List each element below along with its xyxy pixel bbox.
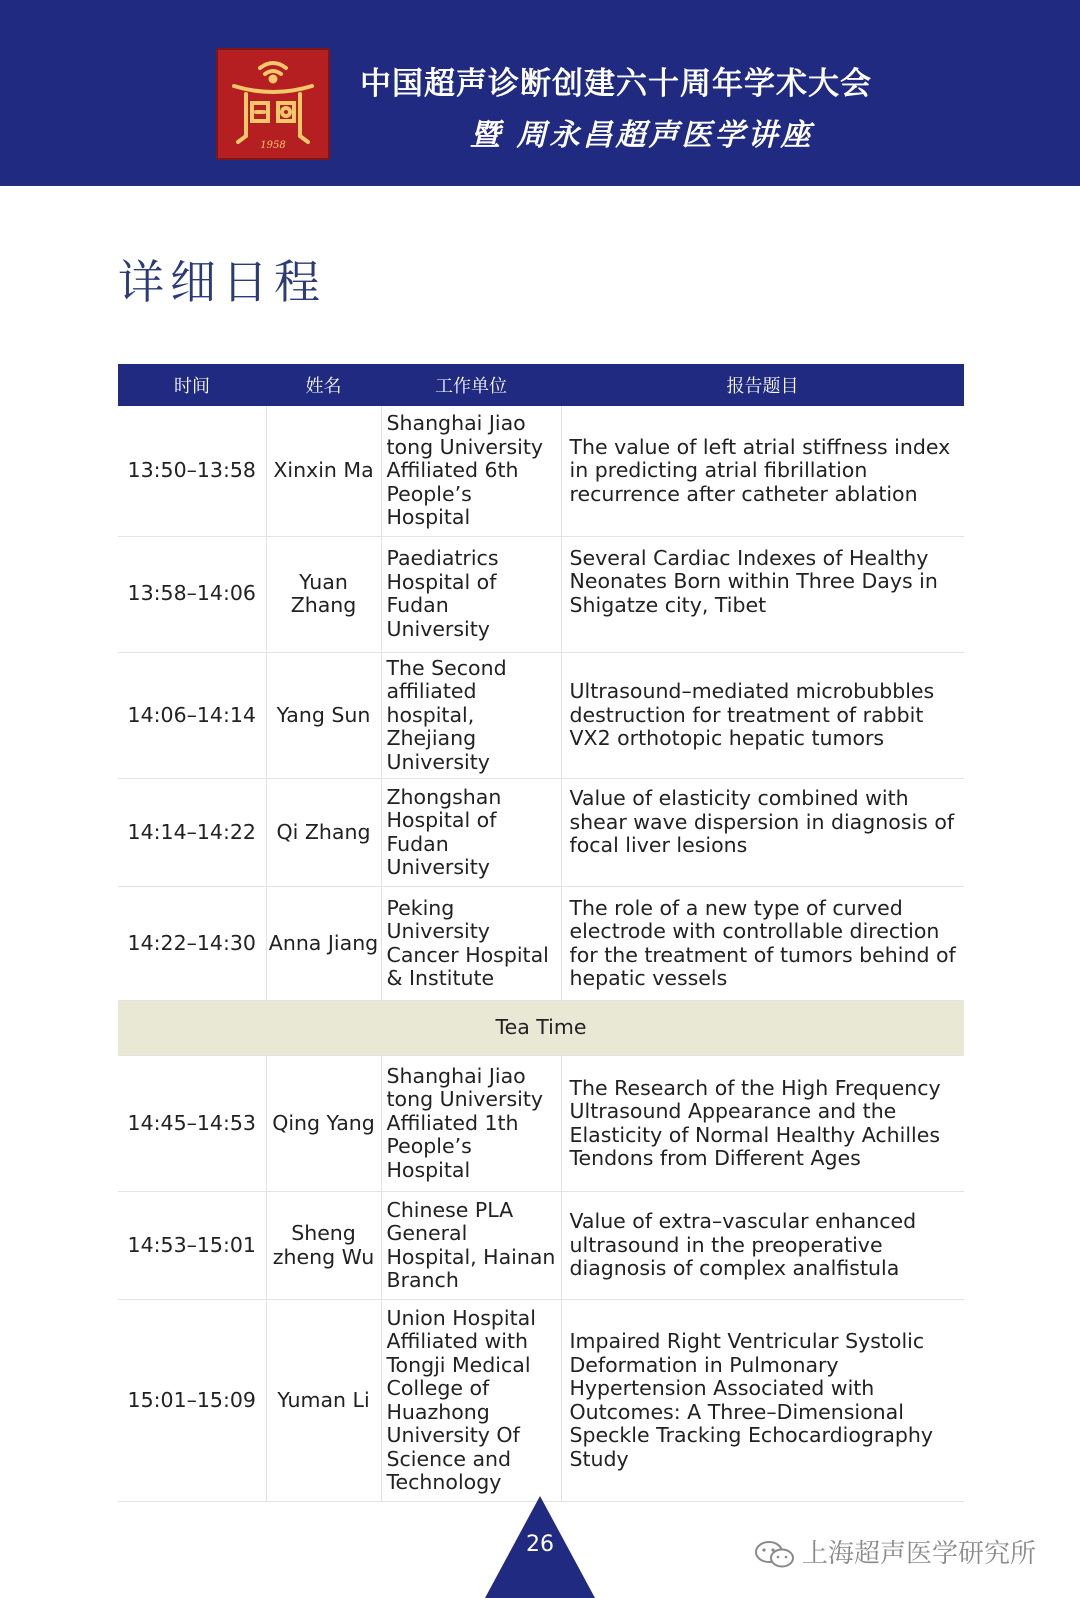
affiliation-cell: Shanghai Jiao tong University Affiliated 1th People’s Hospital <box>381 1056 561 1192</box>
table-row <box>118 536 964 652</box>
topic-cell: Impaired Right Ventricular Systolic Deformation in Pulmonary Hypertension Associated with Outcomes: A Three–Dimensional Speckle Tracking Echocardiography Study <box>561 1300 964 1502</box>
page-number: 26 <box>526 1532 554 1557</box>
affiliation-cell: Zhongshan Hospital of Fudan University <box>381 779 561 887</box>
watermark <box>754 1533 1036 1570</box>
column-header-name: 姓名 <box>266 364 381 406</box>
name-cell: Sheng zheng Wu <box>266 1192 381 1300</box>
topic-cell: The value of left atrial stiffness index in predicting atrial fibrillation recurrence after catheter ablation <box>561 406 964 536</box>
affiliation-cell: Chinese PLA General Hospital, Hainan Branch <box>381 1192 561 1300</box>
time-cell: 13:58–14:06 <box>118 536 266 652</box>
topic-cell: Several Cardiac Indexes of Healthy Neonates Born within Three Days in Shigatze city, Tibet <box>561 536 964 652</box>
time-cell: 14:06–14:14 <box>118 652 266 779</box>
conference-subtitle: 暨 周永昌超声医学讲座 <box>470 118 814 153</box>
logo-year: 1958 <box>260 140 286 151</box>
name-cell: Qing Yang <box>266 1056 381 1192</box>
time-cell: 14:22–14:30 <box>118 887 266 1001</box>
affiliation-cell: Shanghai Jiao tong University Affiliated 6th People’s Hospital <box>381 406 561 536</box>
table-row <box>118 887 964 1001</box>
topic-cell: Ultrasound–mediated microbubbles destruction for treatment of rabbit VX2 orthotopic hepatic tumors <box>561 652 964 779</box>
time-cell: 13:50–13:58 <box>118 406 266 536</box>
table-row <box>118 779 964 887</box>
column-header-affiliation: 工作单位 <box>381 364 561 406</box>
affiliation-cell: Paediatrics Hospital of Fudan University <box>381 536 561 652</box>
column-header-time: 时间 <box>118 364 266 406</box>
table-row <box>118 1300 964 1502</box>
time-cell: 14:14–14:22 <box>118 779 266 887</box>
conference-title: 中国超声诊断创建六十周年学术大会 <box>360 66 872 102</box>
wechat-icon <box>754 1540 796 1570</box>
watermark-text: 上海超声医学研究所 <box>802 1539 1037 1569</box>
topic-cell: Value of extra–vascular enhanced ultrasound in the preoperative diagnosis of complex analfistula <box>561 1192 964 1300</box>
topic-cell: Value of elasticity combined with shear wave dispersion in diagnosis of focal liver lesions <box>561 779 964 887</box>
time-cell: 14:45–14:53 <box>118 1056 266 1192</box>
schedule-table <box>118 364 964 1502</box>
tea-time-row <box>118 1001 964 1056</box>
affiliation-cell: The Second affiliated hospital, Zhejiang University <box>381 652 561 779</box>
name-cell: Anna Jiang <box>266 887 381 1001</box>
affiliation-cell: Union Hospital Affiliated with Tongji Medical College of Huazhong University Of Science and Technology <box>381 1300 561 1502</box>
table-row <box>118 1056 964 1192</box>
header-banner <box>0 0 1080 186</box>
topic-cell: The Research of the High Frequency Ultrasound Appearance and the Elasticity of Normal Healthy Achilles Tendons from Different Ages <box>561 1056 964 1192</box>
name-cell: Yuman Li <box>266 1300 381 1502</box>
affiliation-cell: Peking University Cancer Hospital & Institute <box>381 887 561 1001</box>
name-cell: Xinxin Ma <box>266 406 381 536</box>
table-row <box>118 406 964 536</box>
name-cell: Yang Sun <box>266 652 381 779</box>
column-header-topic: 报告题目 <box>561 364 964 406</box>
page-title: 详细日程 <box>118 255 326 309</box>
table-row <box>118 652 964 779</box>
topic-cell: The role of a new type of curved electrode with controllable direction for the treatment of tumors behind of hepatic vessels <box>561 887 964 1001</box>
name-cell: Yuan Zhang <box>266 536 381 652</box>
name-cell: Qi Zhang <box>266 779 381 887</box>
conference-logo <box>216 48 330 160</box>
table-header-row <box>118 364 964 406</box>
tea-time-label: Tea Time <box>118 1001 964 1056</box>
table-row <box>118 1192 964 1300</box>
time-cell: 15:01–15:09 <box>118 1300 266 1502</box>
time-cell: 14:53–15:01 <box>118 1192 266 1300</box>
